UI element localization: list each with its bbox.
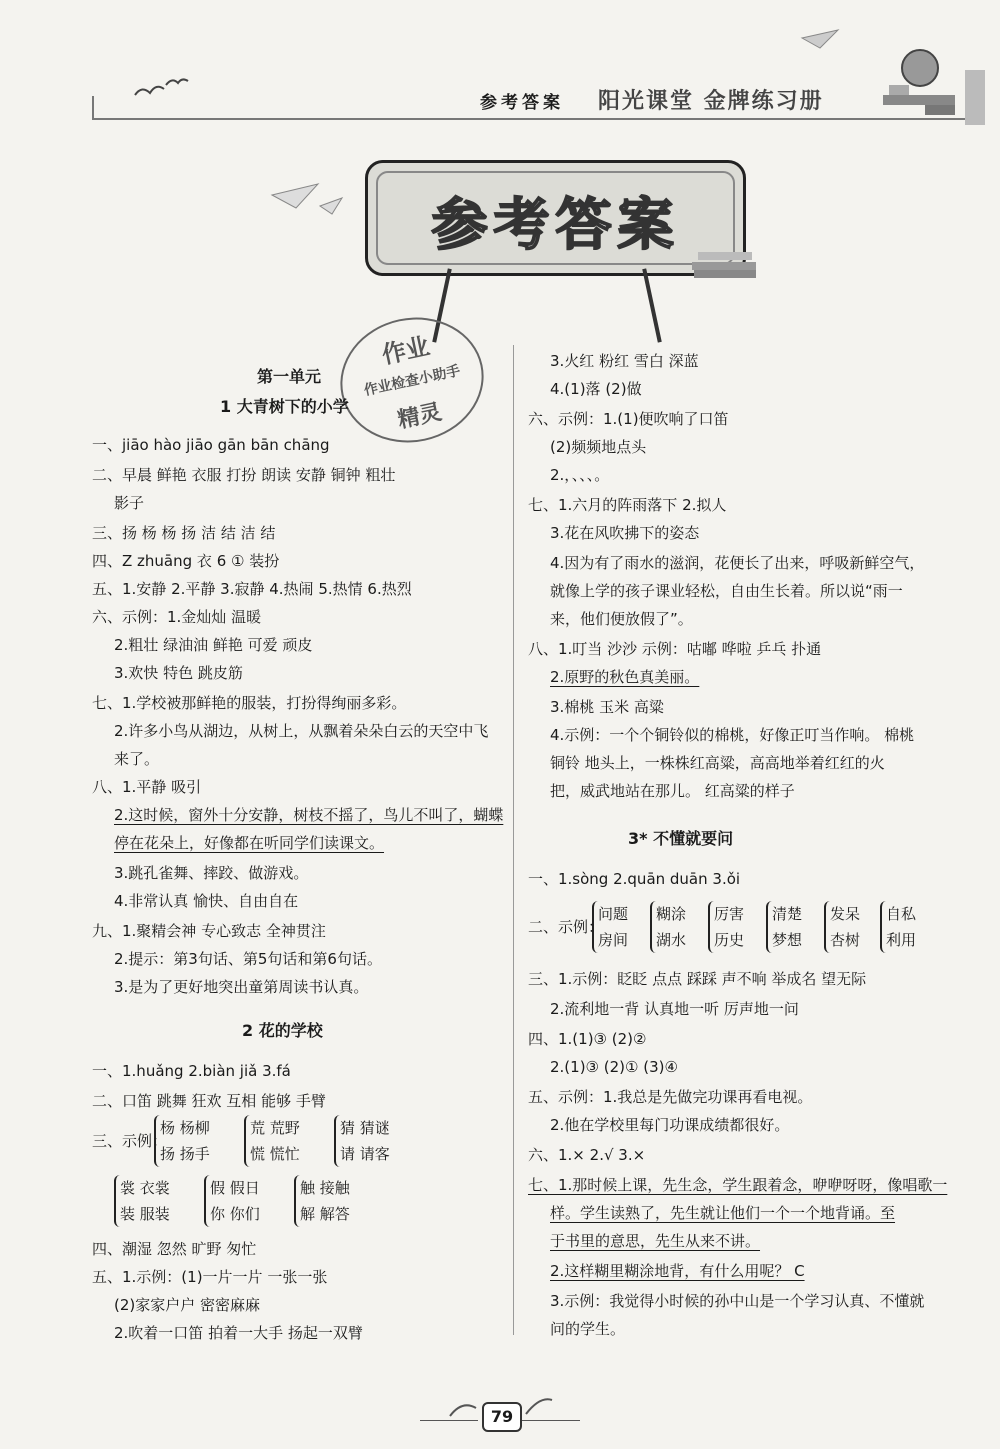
brace-group: 厉害 历史 bbox=[708, 901, 744, 953]
header-title: 参考答案 bbox=[480, 93, 564, 113]
leaf-ornament-icon bbox=[448, 1398, 478, 1420]
banner-board bbox=[365, 160, 746, 276]
column-divider bbox=[513, 345, 514, 1335]
header-edge-strip bbox=[965, 70, 985, 125]
lesson-title: 2 花的学校 bbox=[242, 1021, 323, 1040]
footer-rule bbox=[522, 1420, 580, 1421]
unit-heading: 第一单元 bbox=[257, 367, 322, 386]
header-rule bbox=[92, 118, 977, 120]
page-number: 79 bbox=[482, 1402, 522, 1432]
brace-group: 糊涂 湖水 bbox=[650, 901, 686, 953]
header-tick bbox=[92, 96, 94, 120]
globe-books-icon bbox=[875, 40, 960, 120]
footer-rule bbox=[420, 1420, 478, 1421]
banner-title: 参考答案 bbox=[431, 192, 680, 258]
brace-group: 触 接触 解 解答 bbox=[294, 1175, 350, 1227]
lesson-title: 3* 不懂就要问 bbox=[628, 829, 734, 848]
brace-group: 裳 衣裳 装 服装 bbox=[114, 1175, 170, 1227]
books-icon bbox=[690, 240, 760, 280]
board-leg bbox=[642, 268, 662, 342]
bird-icon bbox=[130, 75, 190, 105]
brace-group: 问题 房间 bbox=[592, 901, 628, 953]
header-brand: 阳光课堂 金牌练习册 bbox=[598, 89, 824, 114]
paper-plane-icon bbox=[800, 28, 840, 50]
brace-group: 发呆 杏树 bbox=[824, 901, 860, 953]
brace-group: 假 假日 你 你们 bbox=[204, 1175, 260, 1227]
brace-group: 自私 利用 bbox=[880, 901, 916, 953]
lesson-title: 1 大青树下的小学 bbox=[220, 397, 349, 416]
brace-group: 杨 杨柳 扬 扬手 bbox=[154, 1115, 210, 1167]
leaf-ornament-icon bbox=[524, 1392, 554, 1418]
brace-group: 猜 猜谜 请 请客 bbox=[334, 1115, 390, 1167]
paper-plane-icon bbox=[318, 196, 344, 216]
brace-group: 荒 荒野 慌 慌忙 bbox=[244, 1115, 300, 1167]
brace-group: 清楚 梦想 bbox=[766, 901, 802, 953]
paper-plane-icon bbox=[270, 180, 320, 210]
homework-stamp: 作业 作业检查小助手 精灵 bbox=[329, 304, 496, 455]
